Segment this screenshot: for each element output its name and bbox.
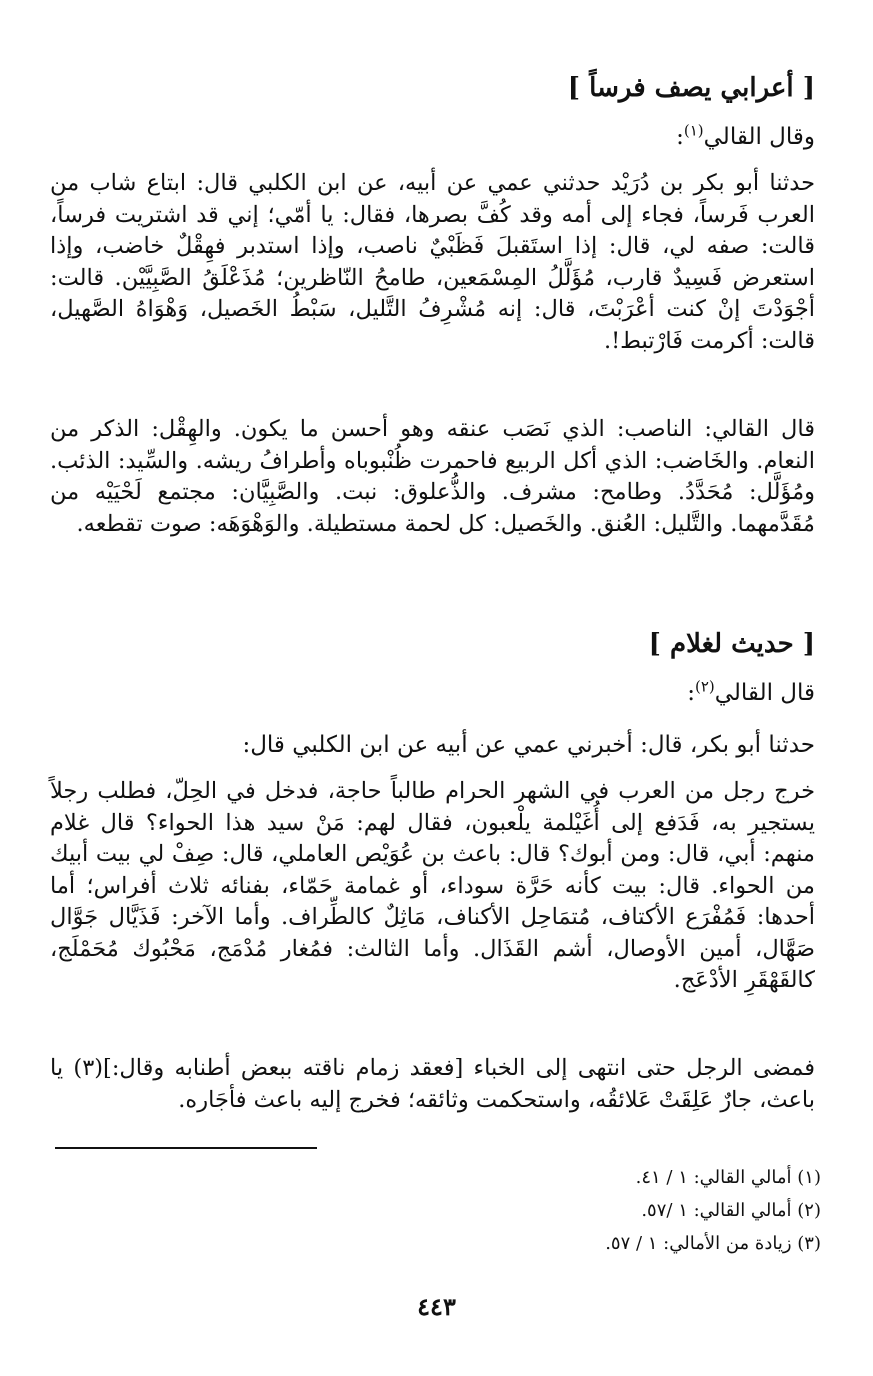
- intro-tail: :: [687, 680, 695, 706]
- section-intro: [50, 678, 815, 708]
- intro-tail: :: [676, 124, 684, 150]
- footnote: (١) أمالي القالي: ١ / ٤١.: [635, 1167, 821, 1188]
- footnote: (٢) أمالي القالي: ١ /٥٧.: [641, 1200, 821, 1221]
- body-paragraph: خرج رجل من العرب في الشهر الحرام طالباً حاجة، فدخل في الحِلّ، فطلب رجلاً يستجير به، فَدَفع إلى أُغَيْلمة يلْعبون، فقال لهم: مَنْ سيد هذا الحواء؟ قال غلام منهم: أبي، قال: ومن أبوك؟ قال: باعث بن عُوَيْص العاملي، قال: صِفْ لي بيت أبيك من الحواء. قال: بيت كأنه حَرَّة سوداء، أو غمامة حَمّاء، بفنائه ثلاث أفراس؛ أما أحدها: فَمُفْرَع الأكتاف، مُتمَاحِل الأكناف، مَاثِلٌ كالطِّراف. وأما الآخر: فَذَيَّال جَوَّال صَهَّال، أمين الأوصال، أشم القَذَال. وأما الثالث: فمُغار مُدْمَج، مَحْبُوك مُحَمْلَج، كالقَهْقَرِ الأدْعَج.: [50, 778, 815, 993]
- section-heading: [ أعرابي يصف فرساً ]: [567, 73, 815, 103]
- intro-text: وقال القالي: [703, 124, 815, 150]
- body-paragraph: فمضى الرجل حتى انتهى إلى الخباء [فعقد زمام ناقته ببعض أطنابه وقال:](٣) يا باعث، جارٌ عَلِقَتْ عَلائقُه، واستحكمت وثائقه؛ فخرج إليه باعث فأجَاره.: [50, 1055, 815, 1113]
- body-paragraph: حدثنا أبو بكر بن دُرَيْد حدثني عمي عن أبيه، عن ابن الكلبي قال: ابتاع شاب من العرب فَرساً، فجاء إلى أمه وقد كُفَّ بصرها، فقال: يا أمّي؛ إني قد اشتريت فرساً، قالت: صفه لي، قال: إذا استَقبلَ فَظَبْيٌ ناصب، وإذا استدبر فهِقْلٌ خاضب، وإذا استعرض فَسِيدٌ قارب، مُؤَلَّلُ المِسْمَعين، طامحُ النّاظرين؛ مُذَعْلَقُ الصَّبِيَّيْن. قالت: أجْوَدْتَ إنْ كنت أعْرَبْتَ، قال: إنه مُشْرِفُ التَّليل، سَبْطُ الخَصيل، وَهْوَاهُ الصَّهيل، قالت: أكرمت فَارْتبط!.: [50, 170, 815, 354]
- intro-text: قال القالي: [714, 680, 815, 706]
- footnote-ref: (١): [683, 121, 704, 140]
- section-heading: [ حديث لغلام ]: [648, 629, 815, 659]
- footnote-ref: (٢): [694, 677, 715, 696]
- footnote-rule: [55, 1147, 317, 1149]
- page-number: ٤٤٣: [417, 1292, 456, 1321]
- body-paragraph: قال القالي: الناصب: الذي نَصَب عنقه وهو أحسن ما يكون. والهِقْل: الذكر من النعام. والخَاضب: الذي أكل الربيع فاحمرت ظُنْبوباه وأطرافُ ريشه. والسِّيد: الذئب. ومُؤَلَّل: مُحَدَّدُ. وطامح: مشرف. والذُّعلوق: نبت. والصَّبِيَّان: مجتمع لَحْيَيْه من مُقَدَّمهما. والتَّليل: العُنق. والخَصيل: كل لحمة مستطيلة. والوَهْوَهَه: صوت تقطعه.: [50, 416, 815, 537]
- section-intro: [50, 122, 815, 152]
- isnad-line: حدثنا أبو بكر، قال: أخبرني عمي عن أبيه عن ابن الكلبي قال:: [242, 732, 815, 758]
- footnote: (٣) زيادة من الأمالي: ١ / ٥٧.: [605, 1233, 821, 1254]
